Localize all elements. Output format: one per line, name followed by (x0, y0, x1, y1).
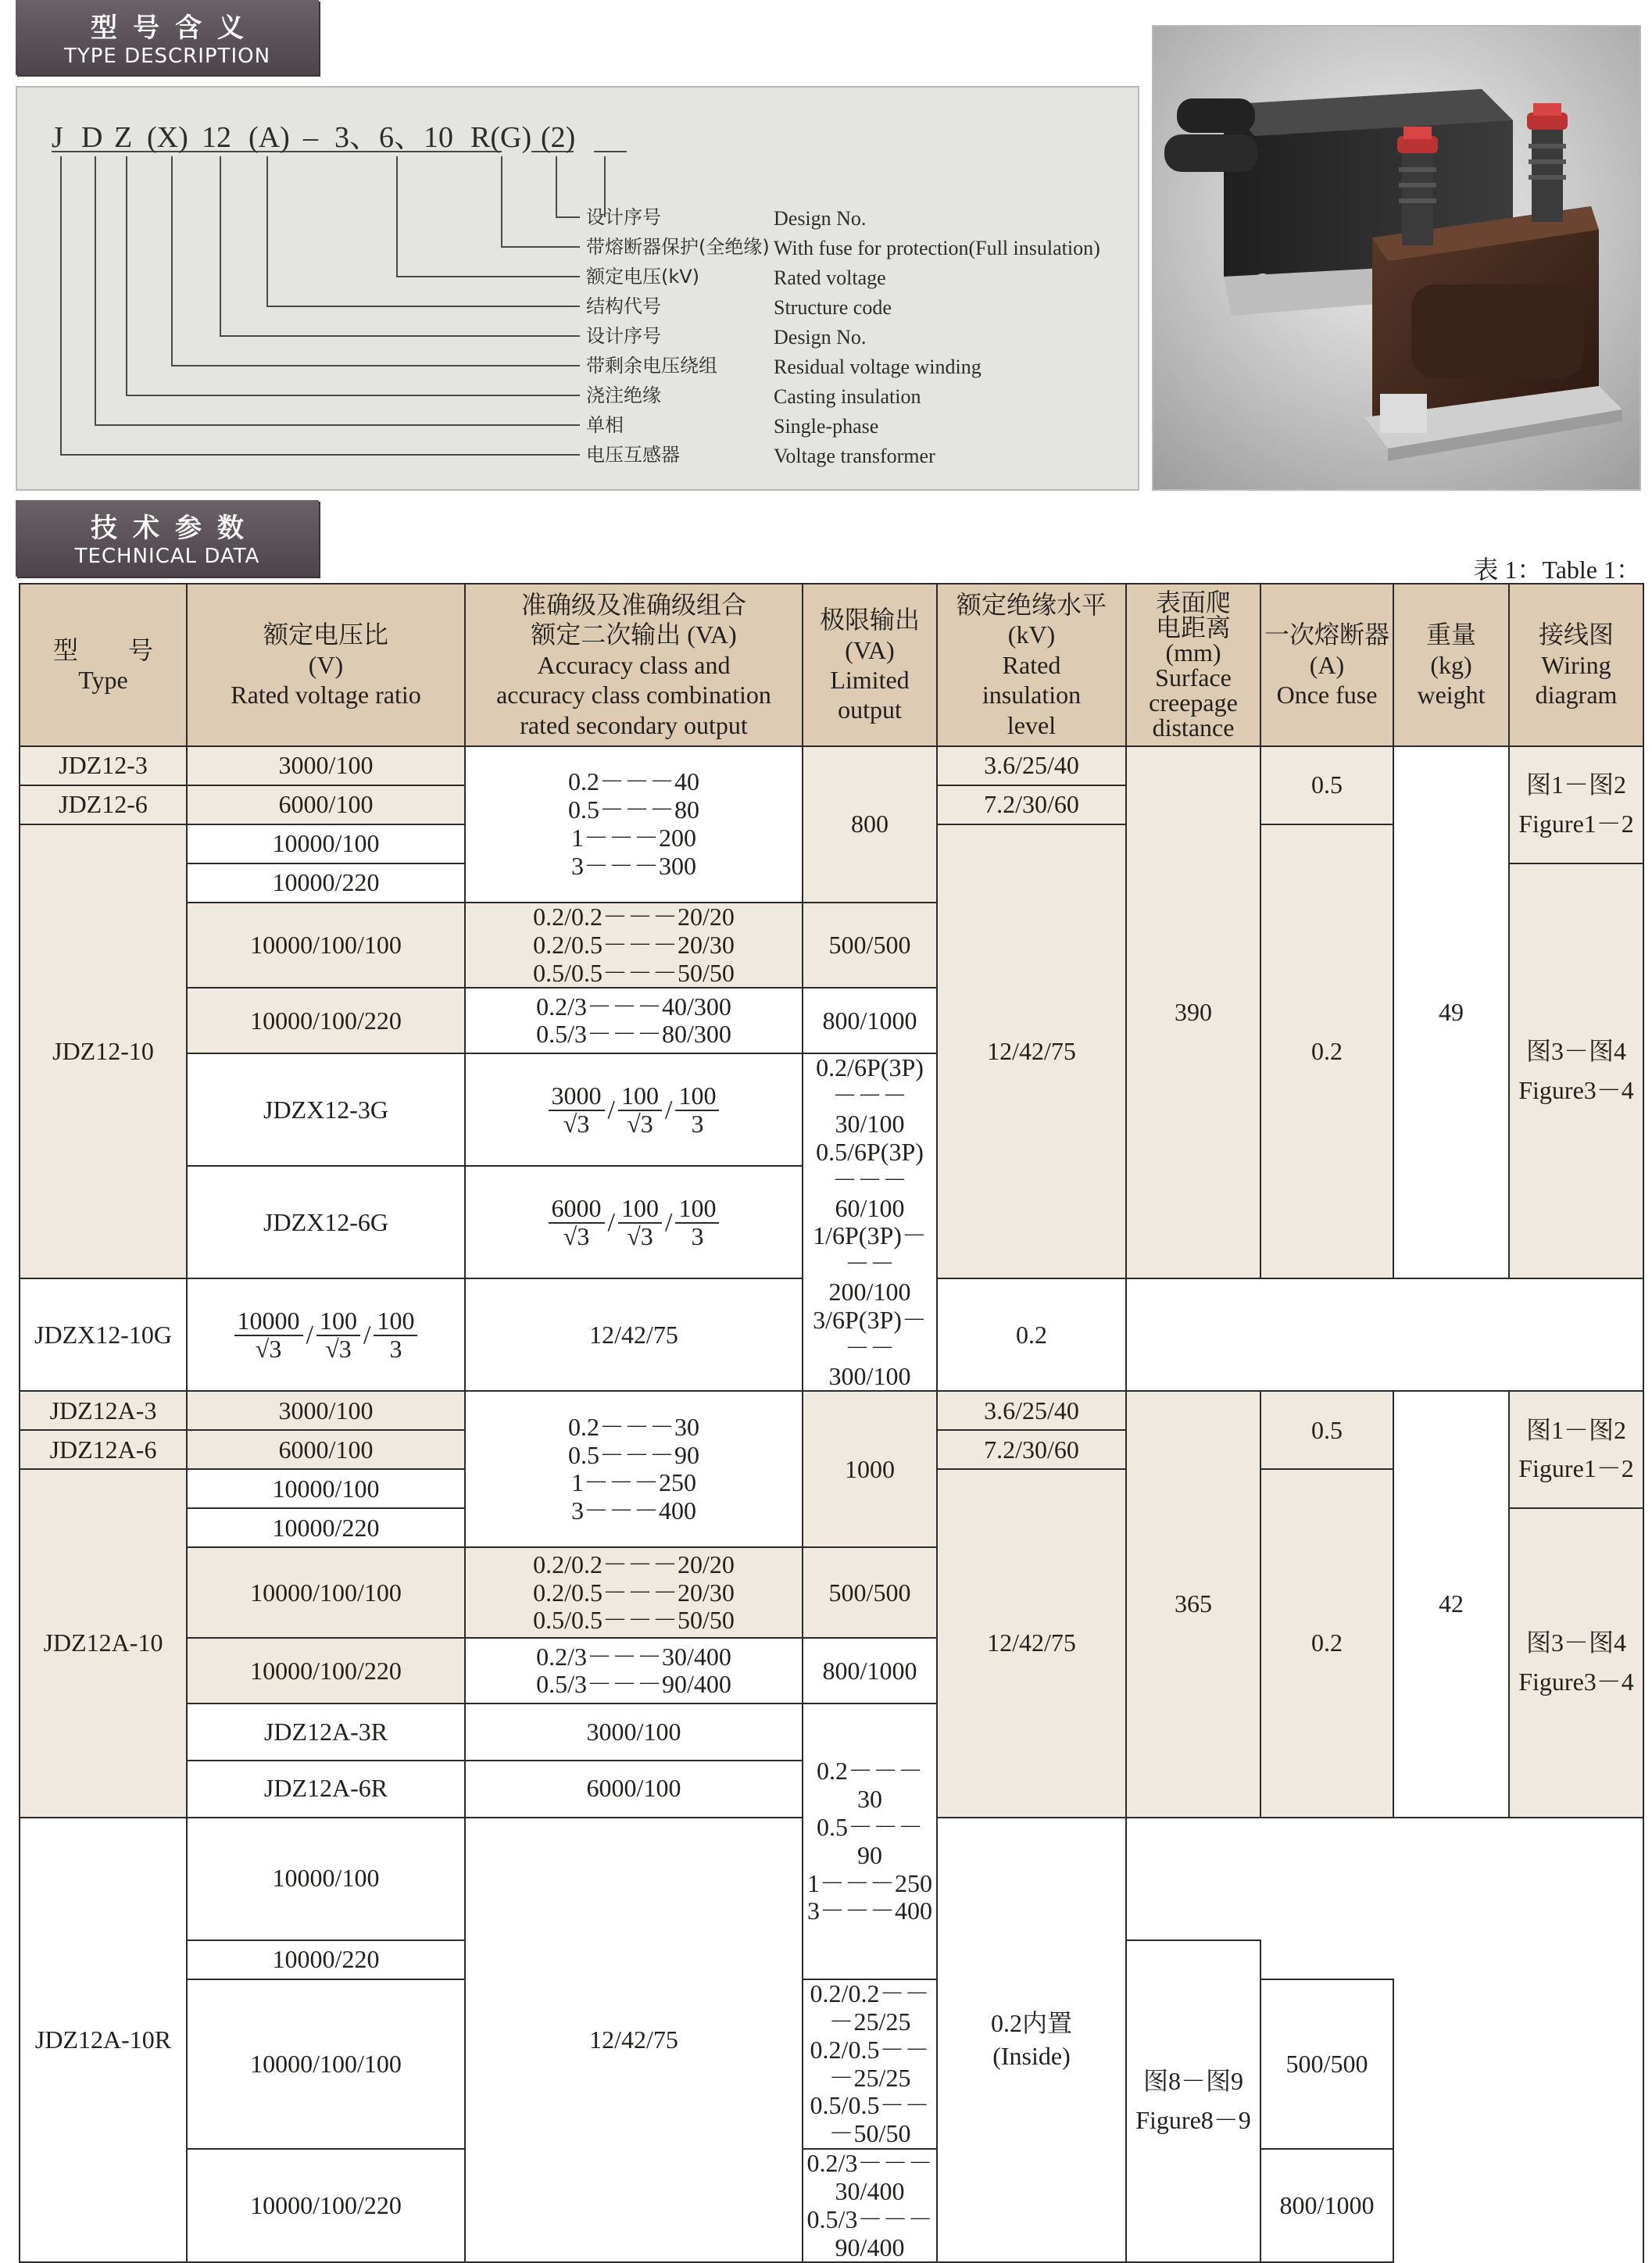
insulation-cell: 7.2/30/60 (937, 785, 1126, 824)
wiring-cell (1509, 863, 1643, 1278)
ratio-cell: 10000/220 (187, 863, 465, 903)
ratio-fraction: $\frac{3000}{√3}$ / $\frac{100}{√3}$ / $\frac{100}{3}$ (547, 1083, 721, 1137)
legend-zh: 带熔断器保护(全绝缘) (586, 236, 770, 258)
header-unit: (VA) (845, 635, 895, 664)
technical-data-table (19, 583, 1644, 2263)
header-zh: 技术参数 (91, 513, 259, 544)
accuracy-line: 3－－－300 (570, 851, 696, 880)
type-code-diagram (17, 88, 1138, 489)
fuse-cell (937, 1818, 1126, 2263)
ratio-cell: 3000/100 (187, 1391, 465, 1430)
code-2: (2) (541, 121, 576, 154)
ratio-cell: 10000/100/220 (187, 988, 465, 1053)
header-zh: 型号含义 (91, 13, 259, 44)
header-en: Surface (1155, 663, 1232, 692)
wiring-zh: 图3－图4 (1525, 1036, 1626, 1065)
accuracy-cell (465, 1638, 803, 1704)
header-en: accuracy class combination (496, 681, 771, 710)
accuracy-line: 0.2－－－30 (816, 1757, 923, 1814)
code-X: (X) (147, 121, 188, 154)
ratio-cell (187, 1278, 465, 1391)
limit-cell: 500/500 (1260, 1979, 1393, 2149)
accuracy-line: 3－－－400 (806, 1897, 932, 1925)
header-en: weight (1417, 681, 1486, 710)
accuracy-line: 0.5/3－－－90/400 (536, 1670, 731, 1699)
accuracy-line: 0.5/3－－－90/400 (806, 2204, 933, 2261)
accuracy-line: 0.5/0.5－－－50/50 (533, 958, 735, 987)
accuracy-cell (465, 1547, 803, 1638)
header-zh: 额定二次输出 (VA) (531, 620, 737, 649)
fraction-num: 100 (675, 1196, 719, 1224)
accuracy-line: 0.2－－－40 (567, 767, 699, 796)
type-cell: JDZ12A-3 (20, 1391, 187, 1430)
table-row (20, 2149, 1643, 2262)
insulation-cell: 12/42/75 (465, 1278, 803, 1391)
header-en: distance (1152, 713, 1235, 742)
accuracy-cell (465, 1391, 803, 1547)
accuracy-cell (465, 746, 803, 903)
limit-cell: 800/1000 (1260, 2149, 1393, 2262)
legend-zh: 额定电压(kV) (586, 266, 700, 288)
header-creepage (1126, 584, 1260, 746)
fraction-num: 10000 (234, 1308, 303, 1336)
fraction-den: √3 (325, 1334, 352, 1363)
type-cell: JDZ12A-10 (20, 1469, 187, 1817)
header-insulation (937, 584, 1126, 746)
creepage-cell: 365 (1126, 1391, 1260, 1817)
accuracy-line: 0.5－－－90 (816, 1812, 923, 1869)
accuracy-line: 1－－－250 (806, 1868, 932, 1897)
ratio-cell: 10000/100 (187, 1469, 465, 1508)
code-voltages: 3、6、10 (334, 121, 454, 154)
leader-lines (52, 152, 627, 455)
ratio-cell (465, 1053, 803, 1166)
accuracy-line: 0.2/0.2－－－20/20 (533, 903, 735, 931)
header-en: Wiring (1541, 650, 1611, 679)
table-row (20, 746, 1643, 785)
code-J: J (52, 121, 63, 154)
legend-zh: 结构代号 (586, 295, 661, 317)
ratio-cell: 10000/220 (187, 1940, 465, 1979)
legend-en: Voltage transformer (774, 445, 935, 467)
ratio-cell: 3000/100 (187, 746, 465, 785)
weight-cell: 49 (1393, 746, 1509, 1278)
header-accuracy (465, 584, 803, 746)
fuse-note: (Inside) (992, 2041, 1071, 2070)
ratio-cell (465, 1166, 803, 1278)
legend-en: Residual voltage winding (774, 356, 982, 378)
fuse-value: 0.2内置 (990, 2008, 1072, 2037)
fraction-num: 100 (675, 1083, 719, 1111)
accuracy-line: 1－－－200 (570, 824, 696, 852)
accuracy-line: 0.2/0.2－－－20/20 (533, 1550, 735, 1578)
table-row (20, 1391, 1643, 1430)
type-cell: JDZX12-3G (187, 1053, 465, 1166)
accuracy-line: 0.2/3－－－40/300 (536, 992, 731, 1021)
code-12: 12 (202, 121, 231, 154)
code-A: (A) (249, 121, 290, 154)
fraction-num: 3000 (549, 1083, 605, 1111)
header-en: TECHNICAL DATA (74, 545, 260, 568)
code-dash: – (303, 121, 318, 154)
legend-zh: 电压互感器 (586, 444, 680, 466)
header-zh: 额定绝缘水平 (956, 591, 1107, 620)
accuracy-line: 0.2/0.5－－－25/25 (810, 2035, 930, 2092)
header-zh: 一次熔断器 (1264, 620, 1390, 649)
header-unit: (kV) (1007, 620, 1056, 649)
accuracy-line: 0.2－－－30 (567, 1412, 699, 1441)
header-ratio (187, 584, 465, 746)
legend-en: Single-phase (774, 415, 879, 438)
header-en: Rated voltage ratio (231, 681, 421, 710)
header-unit: (mm) (1165, 638, 1221, 667)
header-en: Limited (830, 666, 910, 694)
ratio-cell: 6000/100 (187, 1430, 465, 1469)
type-cell: JDZ12-3 (20, 746, 187, 785)
legend-en: Design No. (774, 207, 867, 230)
voltage-transformer-illustration (1153, 27, 1639, 489)
accuracy-line: 0.5/0.5－－－50/50 (533, 1606, 735, 1635)
type-description-header (16, 0, 319, 75)
limit-cell: 800/1000 (803, 988, 937, 1053)
header-zh: 接线图 (1538, 620, 1614, 649)
legend-en: Structure code (774, 296, 892, 319)
accuracy-line: 0.2/0.5－－－20/30 (533, 1578, 735, 1607)
legend-zh: 单相 (586, 414, 624, 436)
legend-en: Design No. (774, 326, 867, 349)
type-cell: JDZX12-6G (187, 1166, 465, 1278)
fraction-den: √3 (563, 1221, 590, 1250)
header-en: rated secondary output (520, 710, 748, 739)
accuracy-line: 1/6P(3P)－－－200/100 (813, 1221, 927, 1307)
header-wiring (1509, 584, 1643, 746)
type-cell: JDZ12A-3R (187, 1704, 465, 1761)
type-cell: JDZ12-6 (20, 785, 187, 824)
code-legend (586, 206, 1100, 467)
fraction-num: 6000 (549, 1196, 605, 1224)
accuracy-line: 0.2/0.5－－－20/30 (533, 930, 735, 959)
ratio-cell: 10000/100 (187, 1818, 465, 1940)
legend-zh: 浇注绝缘 (586, 384, 661, 406)
accuracy-cell (803, 1979, 937, 2149)
header-unit: (A) (1309, 650, 1345, 679)
ratio-cell: 10000/100/220 (187, 2149, 465, 2262)
fraction-num: 100 (316, 1308, 360, 1336)
fraction-num: 100 (374, 1308, 417, 1336)
type-cell: JDZ12A-6 (20, 1430, 187, 1469)
fraction-den: 3 (691, 1221, 704, 1250)
accuracy-line: 0.5/3－－－80/300 (536, 1020, 731, 1049)
accuracy-cell (803, 1704, 937, 1979)
wiring-cell (1509, 746, 1643, 863)
ratio-cell: 3000/100 (465, 1704, 803, 1761)
table-header-row (20, 584, 1643, 746)
ratio-cell: 6000/100 (187, 785, 465, 824)
ratio-cell: 10000/100/100 (187, 1547, 465, 1638)
header-zh: 额定电压比 (263, 620, 388, 649)
limit-cell: 500/500 (803, 903, 937, 988)
table-row (20, 1979, 1643, 2149)
type-cell: JDZ12A-6R (187, 1761, 465, 1818)
legend-en: Casting insulation (774, 385, 921, 408)
ratio-cell: 10000/100/100 (187, 1979, 465, 2149)
header-en: Rated (1002, 650, 1061, 679)
wiring-en: Figure8－9 (1135, 2106, 1251, 2135)
ratio-fraction: $\frac{6000}{√3}$ / $\frac{100}{√3}$ / $\frac{100}{3}$ (547, 1196, 721, 1249)
insulation-cell: 12/42/75 (465, 1818, 803, 2263)
accuracy-cell (803, 2149, 937, 2262)
ratio-cell: 10000/100 (187, 824, 465, 863)
table-caption: 表 1：Table 1： (1473, 556, 1641, 584)
wiring-zh: 图1－图2 (1525, 1415, 1626, 1444)
accuracy-line: 1－－－250 (570, 1468, 696, 1497)
header-en: Once fuse (1276, 681, 1378, 710)
header-en: Accuracy class and (537, 650, 731, 679)
type-cell: JDZ12-10 (20, 824, 187, 1278)
fraction-den: 3 (389, 1334, 402, 1363)
type-cell: JDZX12-10G (20, 1278, 187, 1391)
wiring-zh: 图8－图9 (1142, 2067, 1243, 2096)
fuse-cell: 0.5 (1260, 1391, 1393, 1469)
wiring-en: Figure3－4 (1518, 1075, 1634, 1104)
accuracy-line: 0.2/3－－－30/400 (806, 2149, 933, 2205)
wiring-en: Figure1－2 (1518, 1454, 1634, 1483)
header-unit: (kg) (1430, 650, 1472, 679)
header-en: level (1007, 710, 1057, 739)
accuracy-line: 0.2/0.2－－－25/25 (810, 1979, 930, 2036)
header-en: creepage (1149, 688, 1238, 717)
header-zh: 极限输出 (819, 606, 920, 635)
accuracy-cell (465, 903, 803, 988)
header-zh: 电距离 (1155, 613, 1231, 642)
legend-zh: 设计序号 (586, 325, 661, 347)
fraction-den: √3 (627, 1109, 653, 1138)
accuracy-line: 0.2/6P(3P)－－－30/100 (816, 1053, 924, 1139)
header-unit: (V) (308, 650, 344, 679)
limit-cell: 1000 (803, 1391, 937, 1547)
header-en: diagram (1535, 681, 1618, 710)
header-limit (803, 584, 937, 746)
header-weight (1393, 584, 1509, 746)
model-code-parts (52, 121, 575, 154)
limit-cell: 500/500 (803, 1547, 937, 1638)
insulation-cell: 12/42/75 (937, 824, 1126, 1278)
accuracy-line: 3/6P(3P)－－－300/100 (813, 1305, 927, 1390)
ratio-fraction: $\frac{10000}{√3}$ / $\frac{100}{√3}$ / $\frac{100}{3}$ (233, 1308, 420, 1362)
insulation-cell: 3.6/25/40 (937, 1391, 1126, 1430)
code-D: D (81, 121, 103, 154)
legend-zh: 带剩余电压绕组 (586, 355, 717, 377)
accuracy-line: 3－－－400 (570, 1496, 696, 1525)
accuracy-line: 0.5/0.5－－－50/50 (810, 2091, 930, 2148)
legend-en: With fuse for protection(Full insulation) (774, 237, 1100, 259)
header-en: insulation (982, 681, 1082, 710)
header-zh: 重量 (1425, 620, 1476, 649)
wiring-en: Figure1－2 (1518, 810, 1634, 838)
fraction-num: 100 (618, 1083, 662, 1111)
wiring-zh: 图1－图2 (1525, 770, 1626, 799)
insulation-cell: 12/42/75 (937, 1469, 1126, 1817)
code-Z: Z (114, 121, 133, 154)
weight-cell: 42 (1393, 1391, 1509, 1817)
fraction-den: 3 (691, 1109, 704, 1138)
fraction-num: 100 (618, 1196, 662, 1224)
header-fuse (1260, 584, 1393, 746)
type-code-panel (16, 86, 1139, 491)
fuse-cell: 0.5 (1260, 746, 1393, 824)
fuse-cell: 0.2 (1260, 1469, 1393, 1817)
creepage-cell: 390 (1126, 746, 1260, 1278)
fraction-den: √3 (255, 1334, 282, 1363)
accuracy-line: 0.5/6P(3P)－－－60/100 (816, 1137, 924, 1222)
header-zh: 准确级及准确级组合 (520, 591, 746, 620)
ratio-cell: 6000/100 (465, 1761, 803, 1818)
wiring-cell (1509, 1508, 1643, 1817)
fraction-den: √3 (627, 1221, 653, 1250)
insulation-cell: 3.6/25/40 (937, 746, 1126, 785)
accuracy-line: 0.2/3－－－30/400 (536, 1642, 731, 1671)
fuse-cell: 0.2 (1260, 824, 1393, 1278)
accuracy-cell (803, 1053, 937, 1391)
wiring-zh: 图3－图4 (1525, 1628, 1626, 1657)
accuracy-cell (465, 988, 803, 1053)
product-photo (1152, 25, 1641, 491)
wiring-cell (1126, 1940, 1260, 2262)
ratio-cell: 10000/100/220 (187, 1638, 465, 1704)
wiring-cell (1509, 1391, 1643, 1508)
legend-zh: 设计序号 (586, 206, 661, 228)
header-zh: 表面爬 (1155, 588, 1231, 617)
technical-data-header (16, 500, 319, 577)
code-RG: R(G) (470, 121, 532, 154)
insulation-cell: 7.2/30/60 (937, 1430, 1126, 1469)
header-zh: 型 号 (52, 635, 153, 664)
accuracy-line: 0.5－－－90 (567, 1440, 699, 1469)
accuracy-line: 0.5－－－80 (567, 795, 699, 824)
header-type (20, 584, 187, 746)
wiring-en: Figure3－4 (1518, 1668, 1634, 1696)
fuse-cell: 0.2 (937, 1278, 1126, 1391)
type-cell: JDZ12A-10R (20, 1818, 187, 2263)
header-en: Type (78, 666, 128, 694)
header-en: output (838, 695, 902, 724)
header-en: TYPE DESCRIPTION (63, 45, 271, 68)
legend-en: Rated voltage (774, 266, 886, 289)
ratio-cell: 10000/100/100 (187, 903, 465, 988)
limit-cell: 800 (803, 746, 937, 903)
ratio-cell: 10000/220 (187, 1508, 465, 1547)
fraction-den: √3 (563, 1109, 590, 1138)
limit-cell: 800/1000 (803, 1638, 937, 1704)
